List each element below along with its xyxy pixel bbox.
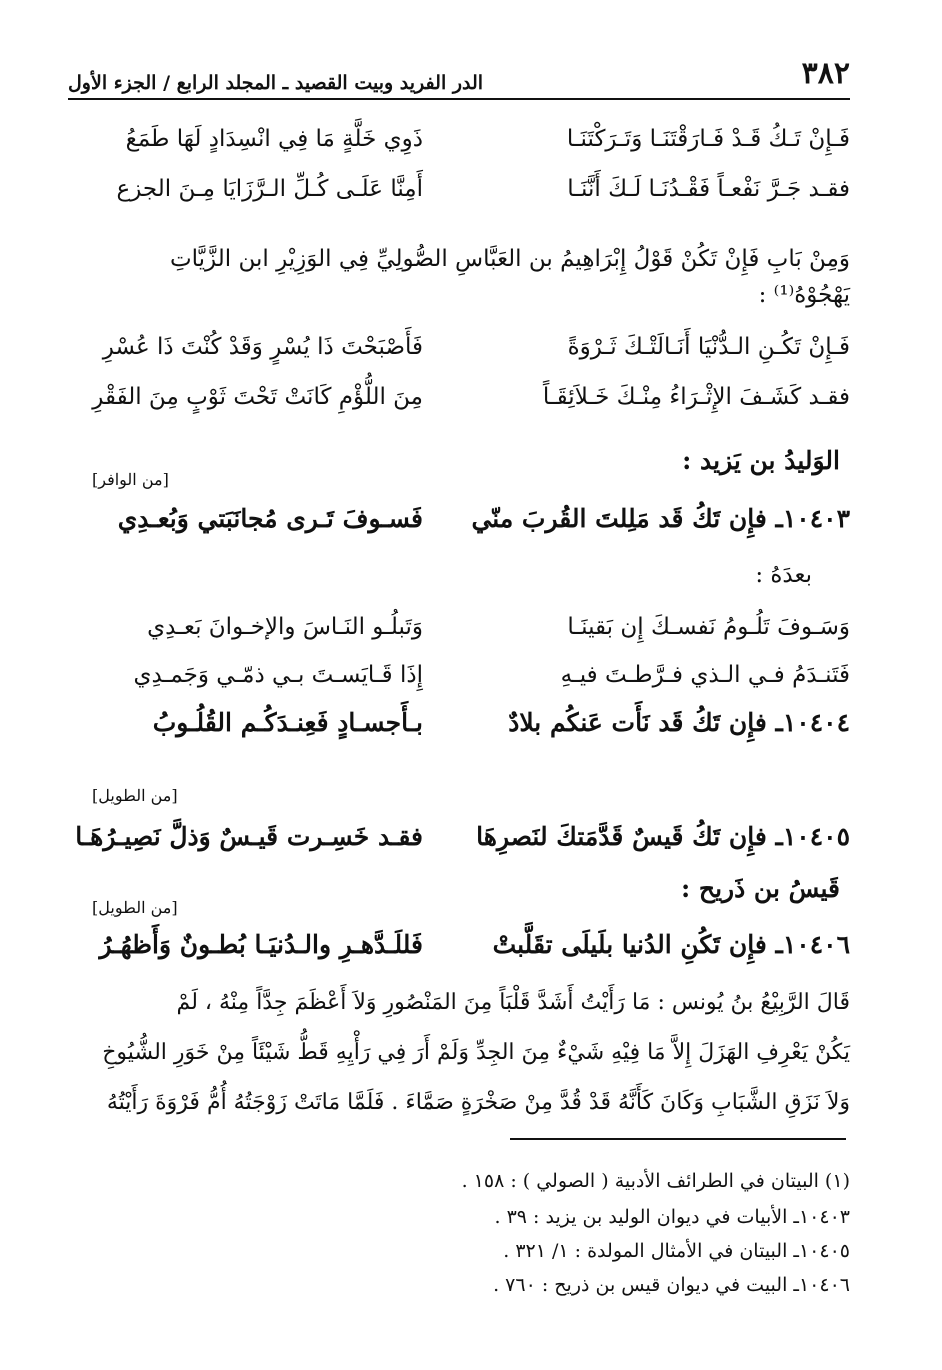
verse-line xyxy=(78,384,850,424)
verse-second-hemistich: فَسـوفَ تَـرى مُجانَبَتي وَبُعـدِي xyxy=(117,504,423,533)
page-header xyxy=(68,46,850,98)
verse-number: ١٠٤٠٤ـ xyxy=(775,708,850,737)
verse-second-hemistich: إِذَا قَـايَسـتَ بـي ذمّـي وَجَمـدِي xyxy=(133,662,423,688)
footnote: ١٠٤٠٦ـ البيت في ديوان قيس بن ذريح : ٧٦٠ . xyxy=(493,1274,850,1296)
prose-line: قَالَ الرَّبِيْعُ بنُ يُونس : مَا رَأَيْتُ أَشَدَّ قَلْبَاً مِنَ المَنْصُورِ وَلاَ أَعْظَمَ جِدَّاً مِنْهُ ، لَمْ xyxy=(176,990,850,1015)
prose-line: وَمِنْ بَابِ فَإِنْ تَكُنْ قَوْلُ إِبْرَاهِيمُ بن العَبَّاسِ الصُّولِيِّ فِي الوَزِيْرِ ابن الزَّيَّاتِ xyxy=(170,246,850,272)
verse-first-hemistich: فَـإِنْ تَـكُ قَـدْ فَـارَقْتَنَـا وَتَـرَكْتَنَـا xyxy=(566,126,850,152)
meter-label: [من الطويل] xyxy=(92,786,178,805)
verse-10404 xyxy=(78,708,850,748)
verse-second-hemistich: مِنَ اللُّؤْمِ كَانَتْ تَحْتَ ثَوْبٍ مِنَ الفَقْرِ xyxy=(92,384,423,410)
verse-first-hemistich: ١٠٤٠٦ـ فإِن تَكُنِ الدُنيا بلَيلَى تقَلَّبتْ xyxy=(492,930,850,959)
verse-second-hemistich: ذَوِي خَلَّةٍ مَا فِي انْسِدَادٍ لَهَا طَمَعُ xyxy=(125,126,423,152)
verse-first-hemistich: ١٠٤٠٤ـ فإِن تَكُ قَد نَأَت عَنكُم بلادٌ xyxy=(508,708,850,737)
verse-line xyxy=(78,614,850,654)
verse-line xyxy=(78,176,850,216)
verse-10403 xyxy=(78,504,850,544)
verse-10406 xyxy=(78,930,850,970)
verse-number: ١٠٤٠٣ـ xyxy=(775,504,850,533)
header-rule xyxy=(68,98,850,100)
verse-line xyxy=(78,662,850,702)
prose-line: يَكُنْ يَعْرِفِ الهَزَلَ إِلاَّ مَا فِيْهِ شَيْءٌ مِنَ الجِدِّ وَلَمْ أَرَ فِي رَأْيِهِ قَطُّ شَيْئَاً مِنْ خَوَرِ الشُّيُوخِ xyxy=(102,1040,850,1065)
verse-first-hemistich: ١٠٤٠٣ـ فإِن تَكُ قَد مَلِلتَ القُربَ منّي xyxy=(471,504,850,533)
baadahu-label: بعدَهُ : xyxy=(755,562,812,588)
verse-first-hemistich: فقـد كَشَـفَ الإِثْـرَاءُ مِنْـكَ خَـلاَئِقَـاً xyxy=(542,384,850,410)
verse-second-hemistich: بـأَجسـادٍ فَعِنـدَكُـم القُلُـوبُ xyxy=(152,708,423,737)
running-title: الدر الفريد وبيت القصيد ـ المجلد الرابع / الجزء الأول xyxy=(68,72,484,94)
footnote: ١٠٤٠٥ـ البيتان في الأمثال المولدة : ١/ ٣٢١ . xyxy=(503,1240,850,1262)
poet-name: الوَليدُ بن يَزيد : xyxy=(682,446,840,475)
prose-line: وَلاَ نَزَقِ الشَّبَابِ وَكَانَ كَأَنَّهُ قَدْ قُدَّ مِنْ صَخْرَةٍ صَمَّاءَ . فَلَمَّا مَاتَتْ زَوْجَتُهُ أُمُّ فَرْوَةَ رَأَيْتُهُ xyxy=(106,1090,850,1115)
prose-line: يَهْجُوْهُ⁽¹⁾ : xyxy=(758,282,850,308)
meter-label: [من الطويل] xyxy=(92,898,178,917)
verse-first-hemistich: فَتَنـدَمُ فـي الـذي فـرَّطـتَ فيـهِ xyxy=(560,662,850,688)
verse-10405 xyxy=(75,822,850,862)
verse-first-hemistich: فَـإِنْ تَكُـنِ الـدُّنْيَا أَنَـالَتْـكَ ثَـرْوَةً xyxy=(567,334,850,360)
verse-second-hemistich: وَتَبلُـو النَـاسَ والإخـوانَ بَعـدِي xyxy=(147,614,423,640)
verse-first-hemistich: ١٠٤٠٥ـ فإِن تَكُ قَيسٌ قَدَّمَتكَ لنَصرِهَا xyxy=(476,822,850,851)
verse-line xyxy=(78,334,850,374)
verse-second-hemistich: فقـد خَسِـرت قَيـسٌ وَذلَّ نَصِيـرُهَـا xyxy=(75,822,423,851)
verse-first-hemistich: فقـد جَـرَّ نَفْعـاً فَقْـدُنَـا لَـكَ أَنَّنَـا xyxy=(567,176,850,202)
verse-first-hemistich: وَسَـوفَ تَلُـومُ نَفسـكَ إِن بَقينَـا xyxy=(567,614,850,640)
meter-label: [من الوافر] xyxy=(92,470,169,489)
verse-second-hemistich: أَمِنَّا عَلَـى كُـلِّ الـرَّزَايَا مِـنَ الجزع xyxy=(116,176,423,202)
verse-line xyxy=(78,126,850,166)
footnote-rule xyxy=(510,1138,846,1140)
page-number: ٣٨٢ xyxy=(801,56,850,91)
poet-name: قَيسُ بن ذَريح : xyxy=(681,874,840,903)
verse-number: ١٠٤٠٥ـ xyxy=(775,822,850,851)
footnote: ١٠٤٠٣ـ الأبيات في ديوان الوليد بن يزيد : ٣٩ . xyxy=(494,1206,850,1228)
verse-second-hemistich: فَأَصْبَحْتَ ذَا يُسْرٍ وَقَدْ كُنْتَ ذَا عُسْرِ xyxy=(102,334,423,360)
footnote: (١) البيتان في الطرائف الأدبية ( الصولي ) : ١٥٨ . xyxy=(461,1170,850,1192)
verse-number: ١٠٤٠٦ـ xyxy=(775,930,850,959)
verse-second-hemistich: فَللَـدَّهـرِ والـدُنيَـا بُطـونٌ وَأَظهُـرُ xyxy=(99,930,423,959)
